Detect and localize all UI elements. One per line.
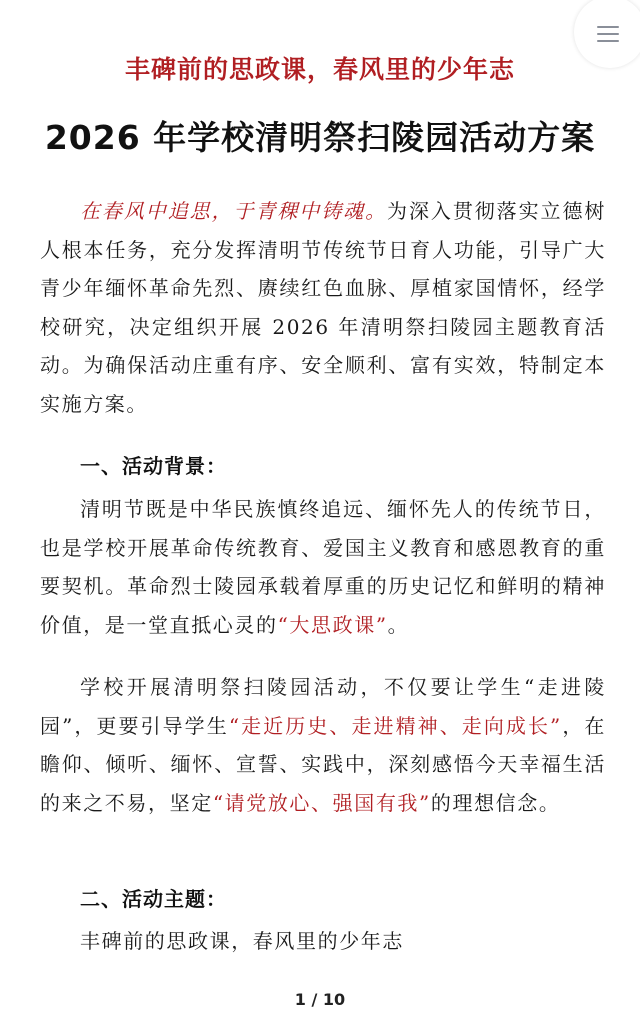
background-paragraph-1 (40, 490, 606, 644)
bg1-text: 清明节既是中华民族慎终追远、缅怀先人的传统节日，也是学校开展革命传统教育、爱国主义教育和感恩教育的重要契机。革命烈士陵园承载着厚重的历史记忆和鲜明的精神价值，是一堂直抵心灵的 (40, 497, 606, 637)
section-heading-theme: 二、活动主题： (80, 887, 227, 911)
menu-icon (597, 26, 619, 42)
bg2-text-c: 的理想信念。 (430, 790, 561, 815)
intro-text: 为深入贯彻落实立德树人根本任务，充分发挥清明节传统节日育人功能，引导广大青少年缅怀革命先烈、赓续红色血脉、厚植家国情怀，经学校研究，决定组织开展 2026 年清明祭扫陵园主题教育活动。为确保活动庄重有序、安全顺利、富有实效，特制定本实施方案。 (40, 199, 607, 416)
bg1-highlight: “大思政课” (277, 612, 388, 637)
document-subtitle: 丰碑前的思政课，春风里的少年志 (124, 55, 515, 84)
page-indicator: 1 / 10 (294, 990, 346, 1009)
background-paragraph-2 (40, 668, 606, 822)
intro-paragraph (40, 192, 606, 423)
bg1-end: 。 (387, 612, 410, 637)
bg2-text-a: 学校开展清明祭扫陵园活动，不仅要让学生“走进陵园”，更要引导学生 (40, 675, 606, 738)
intro-lead: 在春风中追思，于青稞中铸魂。 (80, 199, 388, 223)
document-title: 2026 年学校清明祭扫陵园活动方案 (44, 118, 596, 157)
section-heading-background: 一、活动背景： (80, 454, 227, 478)
bg2-highlight-1: “走近历史、走进精神、走向成长” (228, 713, 562, 738)
theme-paragraph: 丰碑前的思政课，春风里的少年志 (80, 929, 404, 953)
bg2-highlight-2: “请党放心、强国有我” (212, 790, 431, 815)
bg2-text-b: ，在瞻仰、倾听、缅怀、宣誓、实践中，深刻感悟今天幸福生活的来之不易，坚定 (40, 713, 607, 815)
